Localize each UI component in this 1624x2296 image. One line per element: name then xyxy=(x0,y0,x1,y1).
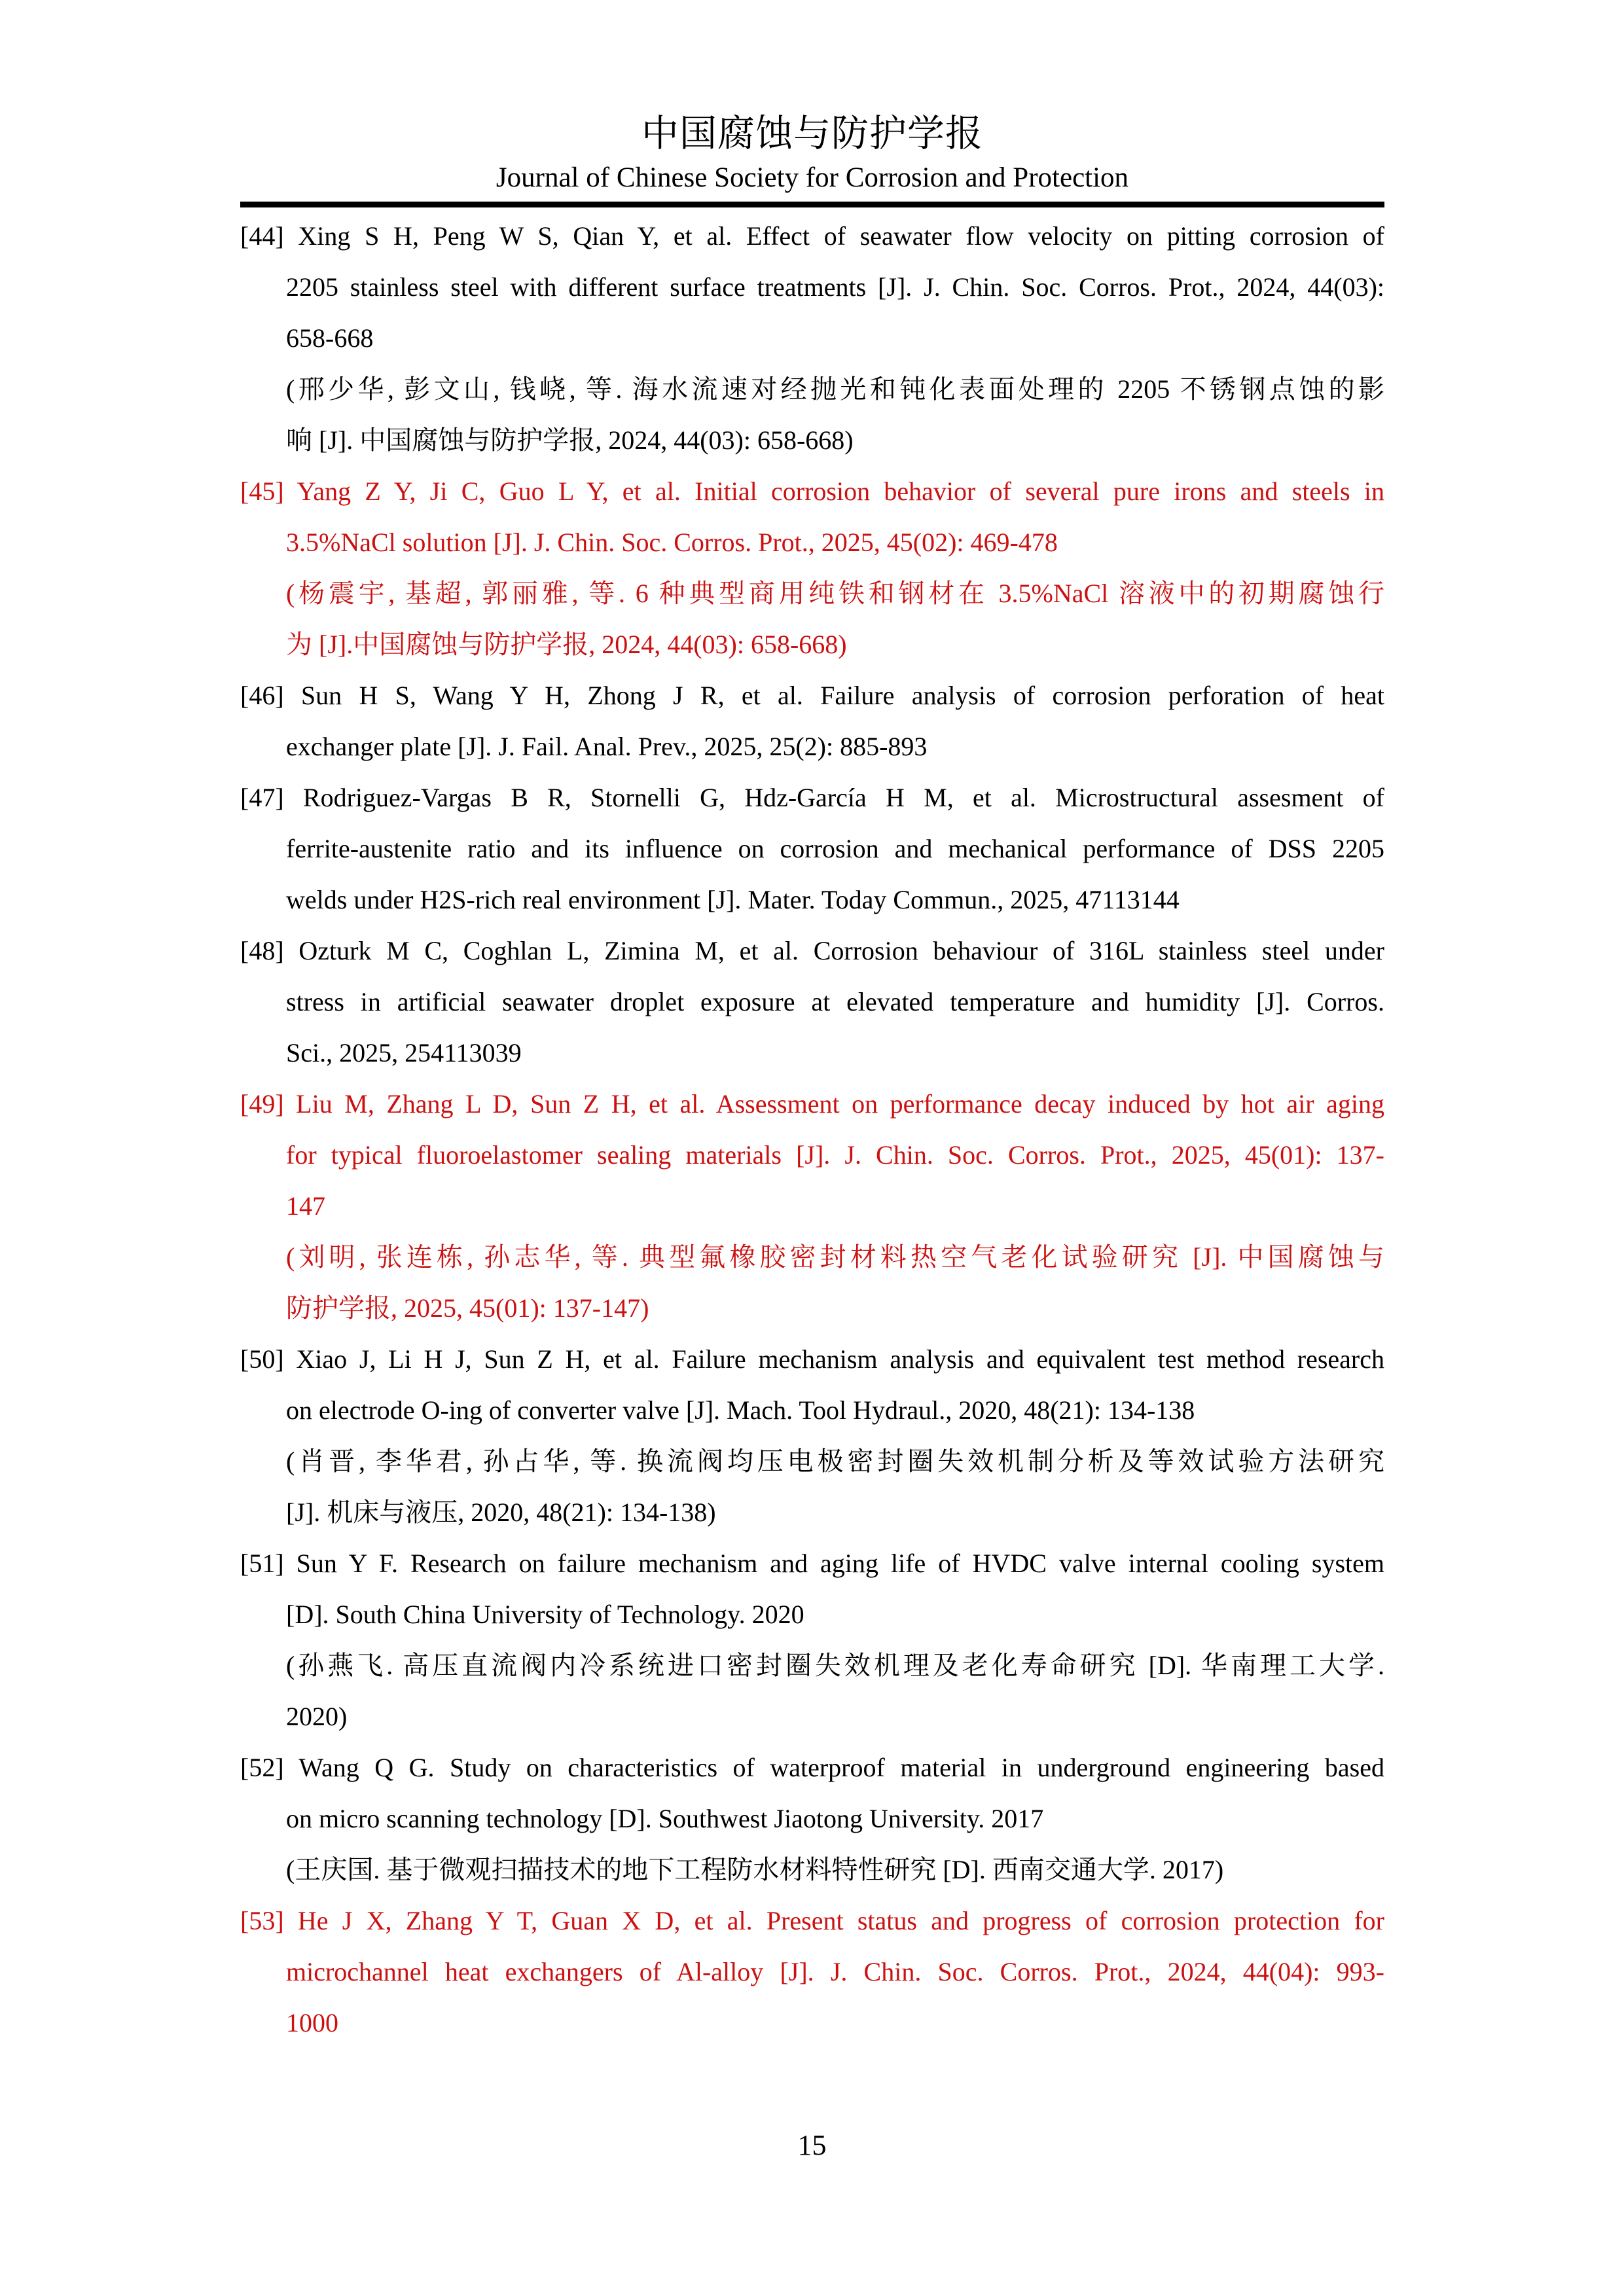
reference-line-en: [51] Sun Y F. Research on failure mechanism and aging life of HVDC valve internal cooling system xyxy=(240,1549,1384,1578)
reference-line-cn: 2020) xyxy=(286,1702,348,1731)
reference-line-en: [46] Sun H S, Wang Y H, Zhong J R, et al. Failure analysis of corrosion perforation of heat xyxy=(240,681,1384,710)
reference-item-44 xyxy=(240,211,1384,466)
reference-item-50 xyxy=(240,1334,1384,1538)
reference-line-en: stress in artificial seawater droplet exposure at elevated temperature and humidity [J]. Corros. xyxy=(286,987,1384,1016)
reference-line-cn: 响 [J]. 中国腐蚀与防护学报, 2024, 44(03): 658-668) xyxy=(286,425,854,455)
reference-line-en: 3.5%NaCl solution [J]. J. Chin. Soc. Corros. Prot., 2025, 45(02): 469-478 xyxy=(286,528,1058,557)
page-number: 15 xyxy=(797,2129,827,2161)
reference-line-cn: [J]. 机床与液压, 2020, 48(21): 134-138) xyxy=(286,1498,716,1527)
reference-line-en: [52] Wang Q G. Study on characteristics of waterproof material in underground engineering based xyxy=(240,1753,1384,1782)
reference-item-52 xyxy=(240,1742,1384,1895)
reference-line-en: [45] Yang Z Y, Ji C, Guo L Y, et al. Initial corrosion behavior of several pure irons and steels in xyxy=(240,476,1384,506)
reference-line-en: 1000 xyxy=(286,2008,338,2037)
reference-line-cn: (孙燕飞. 高压直流阀内冷系统进口密封圈失效机理及老化寿命研究 [D]. 华南理工大学. xyxy=(286,1651,1384,1680)
reference-line-cn: (王庆国. 基于微观扫描技术的地下工程防水材料特性研究 [D]. 西南交通大学. 2017) xyxy=(286,1855,1224,1884)
reference-item-48 xyxy=(240,925,1384,1079)
reference-line-en: [D]. South China University of Technology. 2020 xyxy=(286,1600,804,1629)
reference-item-49 xyxy=(240,1079,1384,1334)
reference-line-en: microchannel heat exchangers of Al-alloy [J]. J. Chin. Soc. Corros. Prot., 2024, 44(04): 993- xyxy=(286,1957,1384,1986)
reference-line-cn: 防护学报, 2025, 45(01): 137-147) xyxy=(286,1293,649,1323)
reference-line-en: [50] Xiao J, Li H J, Sun Z H, et al. Failure mechanism analysis and equivalent test method research xyxy=(240,1344,1384,1374)
reference-line-en: [53] He J X, Zhang Y T, Guan X D, et al. Present status and progress of corrosion protection for xyxy=(240,1906,1384,1935)
reference-item-53 xyxy=(240,1895,1384,2049)
reference-line-en: welds under H2S-rich real environment [J]. Mater. Today Commun., 2025, 47113144 xyxy=(286,885,1180,914)
reference-line-en: ferrite-austenite ratio and its influence on corrosion and mechanical performance of DSS 2205 xyxy=(286,834,1384,863)
reference-line-cn: (杨震宇, 基超, 郭丽雅, 等. 6 种典型商用纯铁和钢材在 3.5%NaCl 溶液中的初期腐蚀行 xyxy=(286,579,1384,608)
reference-list xyxy=(240,211,1384,2049)
journal-title-chinese: 中国腐蚀与防护学报 xyxy=(641,113,983,154)
reference-line-en: [44] Xing S H, Peng W S, Qian Y, et al. Effect of seawater flow velocity on pitting corrosion of xyxy=(240,221,1384,251)
reference-line-en: [47] Rodriguez-Vargas B R, Stornelli G, Hdz-García H M, et al. Microstructural assesment of xyxy=(240,783,1384,812)
reference-line-en: on electrode O-ing of converter valve [J]. Mach. Tool Hydraul., 2020, 48(21): 134-138 xyxy=(286,1395,1195,1425)
reference-line-en: 147 xyxy=(286,1191,325,1221)
reference-item-51 xyxy=(240,1538,1384,1742)
page-footer xyxy=(0,2128,1624,2162)
reference-line-en: exchanger plate [J]. J. Fail. Anal. Prev., 2025, 25(2): 885-893 xyxy=(286,732,928,761)
reference-line-cn: (刘明, 张连栋, 孙志华, 等. 典型氟橡胶密封材料热空气老化试验研究 [J]. 中国腐蚀与 xyxy=(286,1242,1384,1272)
reference-item-45 xyxy=(240,466,1384,670)
page-header xyxy=(240,110,1384,198)
reference-line-en: Sci., 2025, 254113039 xyxy=(286,1038,522,1067)
reference-line-en: [49] Liu M, Zhang L D, Sun Z H, et al. Assessment on performance decay induced by hot air aging xyxy=(240,1089,1384,1119)
reference-line-en: 2205 stainless steel with different surface treatments [J]. J. Chin. Soc. Corros. Prot., 2024, 44(03): xyxy=(286,272,1384,302)
reference-line-cn: 为 [J].中国腐蚀与防护学报, 2024, 44(03): 658-668) xyxy=(286,630,847,659)
reference-line-en: for typical fluoroelastomer sealing materials [J]. J. Chin. Soc. Corros. Prot., 2025, 45(01): 137- xyxy=(286,1140,1384,1170)
reference-line-en: [48] Ozturk M C, Coghlan L, Zimina M, et al. Corrosion behaviour of 316L stainless steel under xyxy=(240,936,1384,965)
reference-line-en: 658-668 xyxy=(286,323,374,353)
reference-item-46 xyxy=(240,670,1384,772)
reference-item-47 xyxy=(240,772,1384,925)
header-divider xyxy=(240,202,1384,207)
reference-line-en: on micro scanning technology [D]. Southwest Jiaotong University. 2017 xyxy=(286,1804,1044,1833)
journal-title-english: Journal of Chinese Society for Corrosion and Protection xyxy=(496,162,1129,193)
reference-line-cn: (肖晋, 李华君, 孙占华, 等. 换流阀均压电极密封圈失效机制分析及等效试验方法研究 xyxy=(286,1446,1384,1476)
reference-line-cn: (邢少华, 彭文山, 钱峣, 等. 海水流速对经抛光和钝化表面处理的 2205 不锈钢点蚀的影 xyxy=(286,374,1384,404)
